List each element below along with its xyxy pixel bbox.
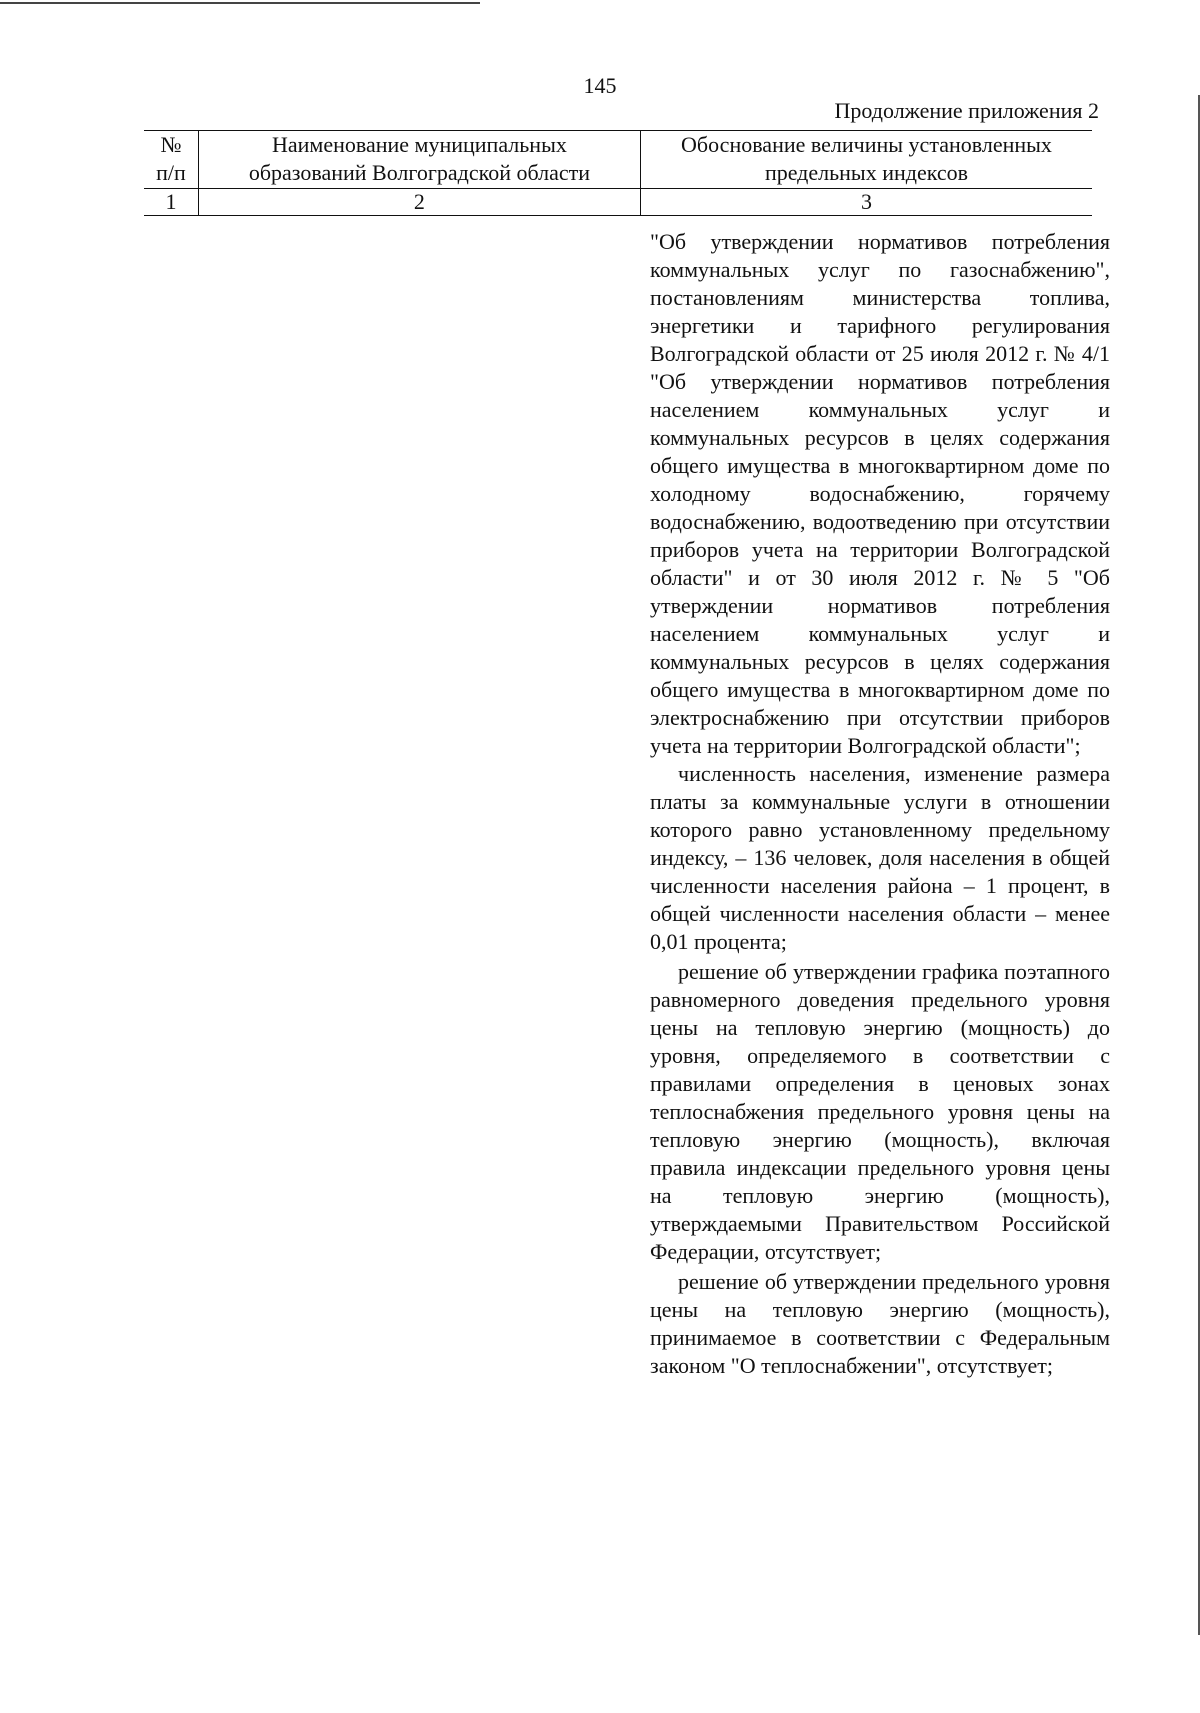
justification-text	[650, 228, 1110, 1380]
paragraph-heat-price: решение об утверждении предельного уровня цены на тепловую энергию (мощность), принимаемое в соответствии с Федеральным законом "О теплоснабжении", отсутствует;	[650, 1269, 1110, 1378]
column-number-1: 1	[144, 189, 198, 216]
header-cell-number	[144, 131, 198, 189]
header-number-line-2: п/п	[156, 160, 186, 185]
paragraph-regulations: "Об утверждении нормативов потребления коммунальных услуг по газоснабжению", постановлениям министерства топлива, энергетики и тарифного регулирования Волгоградской области от 25 июля 2012 г. № 4/1 "Об утверждении нормативов потребления населением коммунальных услуг и коммунальных ресурсов в целях содержания общего имущества в многоквартирном доме по холодному водоснабжению, горячему водоснабжению, водоотведению при отсутствии приборов учета на территории Волгоградской области" и от 30 июля 2012 г. № 5 "Об утверждении нормативов потребления населением коммунальных услуг и коммунальных ресурсов в целях содержания общего имущества в многоквартирном доме по электроснабжению при отсутствии приборов учета на территории Волгоградской области";	[650, 229, 1110, 758]
header-municipality-line-1: Наименование муниципальных	[271, 132, 567, 157]
paragraph-heat-schedule: решение об утверждении графика поэтапного равномерного доведения предельного уровня цены на тепловую энергию (мощность) до уровня, определяемого в соответствии с правилами определения в ценовых зонах теплоснабжения предельного уровня цены на тепловую энергию (мощность), включая правила индексации предельного уровня цены на тепловую энергию (мощность), утверждаемыми Правительством Российской Федерации, отсутствует;	[650, 959, 1110, 1264]
header-municipality-line-2: образований Волгоградской области	[248, 160, 591, 185]
page-number: 145	[583, 73, 617, 98]
appendix-continuation-note: Продолжение приложения 2	[834, 98, 1099, 123]
column-number-row	[144, 189, 1092, 216]
header-cell-justification	[640, 131, 1092, 189]
header-justification-line-1: Обоснование величины установленных	[681, 132, 1052, 157]
header-justification-line-2: предельных индексов	[764, 160, 969, 185]
column-number-3: 3	[640, 189, 1092, 216]
table-header-row	[144, 131, 1092, 189]
scan-edge-top	[0, 2, 480, 4]
header-number-line-1: №	[160, 132, 182, 157]
paragraph-population: численность населения, изменение размера платы за коммунальные услуги в отношении которого равно установленному предельному индексу, – 136 человек, доля населения в общей численности населения района – 1 процент, в общей численности населения области – менее 0,01 процента;	[650, 761, 1110, 954]
table-header	[144, 130, 1092, 216]
header-cell-municipality	[198, 131, 640, 189]
column-number-2: 2	[198, 189, 640, 216]
